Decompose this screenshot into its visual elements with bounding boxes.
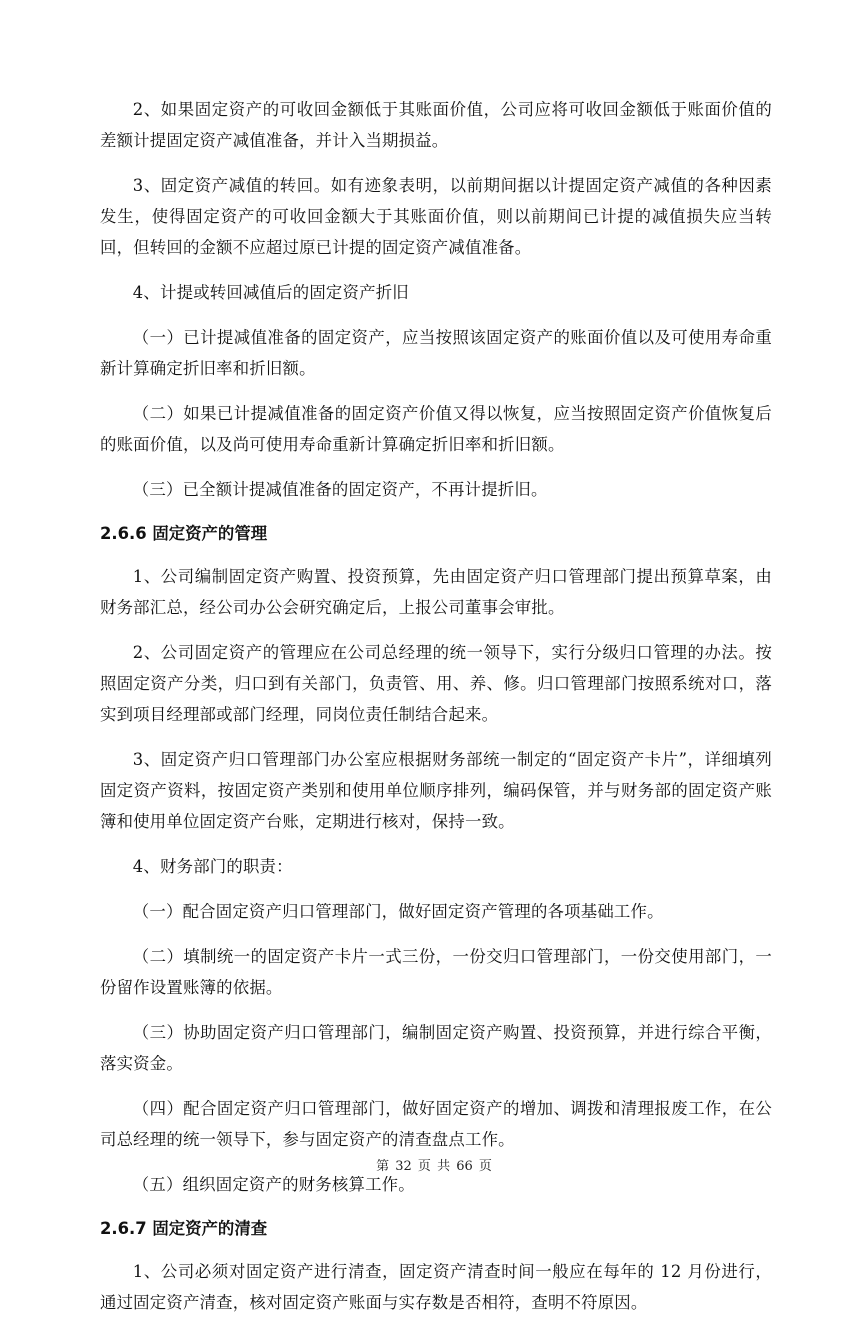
paragraph: （一）配合固定资产归口管理部门，做好固定资产管理的各项基础工作。 — [132, 902, 664, 921]
section-heading: 2.6.7 固定资产的清查 — [100, 1219, 268, 1238]
paragraph: （五）组织固定资产的财务核算工作。 — [132, 1175, 415, 1194]
paragraph: 4、计提或转回减值后的固定资产折旧 — [132, 283, 409, 302]
section-heading: 2.6.6 固定资产的管理 — [100, 524, 268, 543]
paragraph: （三）协助固定资产归口管理部门，编制固定资产购置、投资预算，并进行综合平衡，落实资金。 — [100, 1023, 772, 1073]
paragraph: 3、固定资产归口管理部门办公室应根据财务部统一制定的“固定资产卡片”，详细填列固定资产资料，按固定资产类别和使用单位顺序排列，编码保管，并与财务部的固定资产账簿和使用单位固定资产台账，定期进行核对，保持一致。 — [100, 750, 772, 831]
paragraph: 3、固定资产减值的转回。如有迹象表明，以前期间据以计提固定资产减值的各种因素发生，使得固定资产的可收回金额大于其账面价值，则以前期间已计提的减值损失应当转回，但转回的金额不应超过原已计提的固定资产减值准备。 — [100, 176, 772, 257]
paragraph: 1、公司必须对固定资产进行清查，固定资产清查时间一般应在每年的 12 月份进行，通过固定资产清查，核对固定资产账面与实存数是否相符，查明不符原因。 — [100, 1262, 772, 1312]
paragraph: 4、财务部门的职责： — [132, 857, 293, 876]
paragraph: （二）填制统一的固定资产卡片一式三份，一份交归口管理部门，一份交使用部门，一份留作设置账簿的依据。 — [100, 947, 772, 997]
document-body — [100, 94, 772, 1332]
paragraph: 1、公司编制固定资产购置、投资预算，先由固定资产归口管理部门提出预算草案，由财务部汇总，经公司办公会研究确定后，上报公司董事会审批。 — [100, 567, 772, 617]
paragraph: （三）已全额计提减值准备的固定资产，不再计提折旧。 — [132, 480, 548, 499]
paragraph: （二）如果已计提减值准备的固定资产价值又得以恢复，应当按照固定资产价值恢复后的账面价值，以及尚可使用寿命重新计算确定折旧率和折旧额。 — [100, 404, 772, 454]
page-number-footer: 第 32 页 共 66 页 — [376, 1159, 492, 1174]
paragraph: （一）已计提减值准备的固定资产，应当按照该固定资产的账面价值以及可使用寿命重新计算确定折旧率和折旧额。 — [100, 328, 772, 378]
paragraph: 2、如果固定资产的可收回金额低于其账面价值，公司应将可收回金额低于账面价值的差额计提固定资产减值准备，并计入当期损益。 — [100, 100, 772, 150]
paragraph: （四）配合固定资产归口管理部门，做好固定资产的增加、调拨和清理报废工作，在公司总经理的统一领导下，参与固定资产的清查盘点工作。 — [100, 1099, 772, 1149]
paragraph: 2、公司固定资产的管理应在公司总经理的统一领导下，实行分级归口管理的办法。按照固定资产分类，归口到有关部门，负责管、用、养、修。归口管理部门按照系统对口，落实到项目经理部或部门经理，同岗位责任制结合起来。 — [100, 643, 772, 724]
